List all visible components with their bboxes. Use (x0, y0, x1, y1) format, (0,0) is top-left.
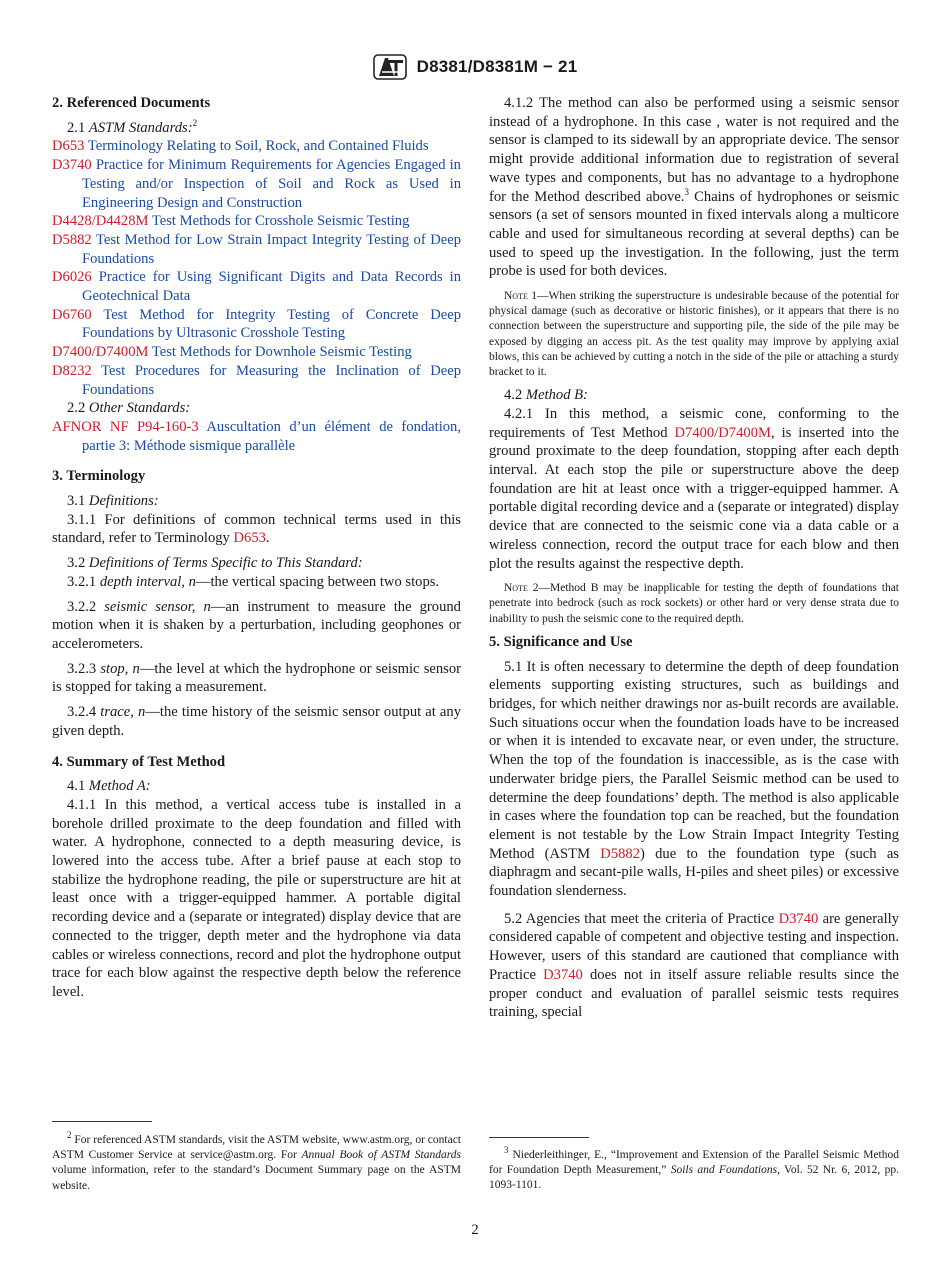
section-3-heading: 3. Terminology (52, 468, 146, 485)
para-4-1-2: 4.1.2 The method can also be performed using a seismic sensor instead of a hydrophone. In this case , water is not required and the sensor is clamped to its sidewall by an appropriate device. The sensor might provide additional information due to registration of several wave types and components, but has no advantage to a hydrophone for the Method described above.$^3$ Chains of hydrophones or seismic sensors (a set of sensors mounted in fixed intervals along a multicore cable and used for simultaneous recording at several depths) can be used to speed up the investigation. In the following, just the term probe is used for both devices. (489, 95, 899, 280)
ref-d5882[interactable]: D5882 Test Method for Low Strain Impact Integrity Testing of Deep Foundations (52, 231, 461, 267)
ref-d3740[interactable]: D3740 Practice for Minimum Requirements for Agencies Engaged in Testing and/or Inspection of Soil and Rock as Used in Engineering Design and Construction (52, 157, 461, 211)
link-d653[interactable]: D653 (233, 530, 266, 547)
link-d7400[interactable]: D7400/D7400M (674, 424, 771, 441)
ref-d8232[interactable]: D8232 Test Procedures for Measuring the Inclination of Deep Foundations (52, 362, 461, 398)
ref-d6760[interactable]: D6760 Test Method for Integrity Testing of Concrete Deep Foundations by Ultrasonic Crosshole Testing (52, 306, 461, 342)
para-5-2: 5.2 Agencies that meet the criteria of Practice D3740 are generally considered capable of competent and objective testing and inspection. However, users of this standard are cautioned that compliance with Practice D3740 does not in itself assure reliable results since the proper conduct and evaluation of parallel seismic tests requires training, special (489, 910, 899, 1021)
para-3-2-3: 3.2.3 stop, n—the level at which the hydrophone or seismic sensor is stopped for taking a measurement. (52, 660, 461, 696)
link-d3740-b[interactable]: D3740 (543, 966, 583, 983)
ref-d653[interactable]: D653 Terminology Relating to Soil, Rock, and Contained Fluids (52, 138, 429, 155)
para-3-2: 3.2 Definitions of Terms Specific to This Standard: (67, 555, 363, 572)
para-3-2-4: 3.2.4 trace, n—the time history of the seismic sensor output at any given depth. (52, 704, 461, 739)
ref-d7400[interactable]: D7400/D7400M Test Methods for Downhole Seismic Testing (52, 344, 412, 361)
para-3-1: 3.1 Definitions: (67, 493, 159, 510)
footnote-rule-right (489, 1137, 589, 1138)
note-1: Note 1—When striking the superstructure is undesirable because of the potential for physical damage (such as decorative or historic finishes), or it appears that there is no connection between the superstructure and supporting pile, the side of the pile may be exposed by digging an access pit. As the test quality may improve by applying axial blows, this can be achieved by cutting a notch in the side of the pile or attaching a sturdy bracket to it. (489, 290, 900, 379)
footnote-rule-left (52, 1121, 152, 1122)
ref-d6026[interactable]: D6026 Practice for Using Significant Digits and Data Records in Geotechnical Data (52, 269, 462, 305)
page-header (0, 52, 950, 82)
ref-afnor[interactable]: AFNOR NF P94-160-3 Auscultation d’un élément de fondation, partie 3: Méthode sismique parallèle (52, 418, 462, 454)
para-4-1-1: 4.1.1 In this method, a vertical access tube is installed in a borehole drilled proximate to the deep foundation and filled with water. A hydrophone, connected to a depth measuring device, is lowered into the access tube. After a brief pause at each stop to stabilize the hydrophone reading, the pile or superstructure are hit at least once with a trigger-equipped hammer. A portable digital recording device and a (separate or integrated) display device that are connected to the trigger, depth meter and the hydrophone via data cables or wireless connections, record and plot the hydrophone output trace for each blow against the respective depth below the reference level. (52, 796, 461, 1000)
left-column (52, 94, 461, 1002)
page-number: 2 (471, 1222, 479, 1238)
para-4-2: 4.2 Method B: (504, 387, 588, 404)
section-4-heading: 4. Summary of Test Method (52, 753, 226, 770)
section-2-heading: 2. Referenced Documents (52, 95, 211, 111)
footnote-3: $^3$ Niederleithinger, E., “Improvement and Extension of the Parallel Seismic Method for Foundation Depth Measurement,” Soils and Foundations, Vol. 52 Nr. 6, 2012, pp. 1093-1101. (489, 1145, 899, 1192)
link-d3740-a[interactable]: D3740 (778, 910, 819, 927)
para-2-2: 2.2 Other Standards: (67, 400, 191, 417)
para-3-1-1: 3.1.1 For definitions of common technical terms used in this standard, refer to Terminology D653. (52, 511, 461, 547)
astm-logo-icon (373, 52, 407, 82)
document-designation: D8381/D8381M − 21 (416, 57, 578, 76)
para-4-2-1: 4.2.1 In this method, a seismic cone, conforming to the requirements of Test Method D7400/D7400M, is inserted into the ground proximate to the deep foundation, stopping after each depth interval. At each stop the pile or superstructure above the deep foundation are hit at least once with a trigger-equipped hammer. A portable digital recording device and a (separate or integrated) display device that are connected to the seismic cone via a data cable or a wireless connection, record the output trace for each blow and then plot the results against the respective depth. (489, 405, 899, 572)
para-3-2-1: 3.2.1 depth interval, n—the vertical spacing between two stops. (67, 573, 440, 590)
ref-d4428[interactable]: D4428/D4428M Test Methods for Crosshole Seismic Testing (52, 213, 410, 230)
link-d5882[interactable]: D5882 (600, 845, 641, 862)
para-5-1: 5.1 It is often necessary to determine the depth of deep foundation elements supporting existing structures, such as buildings and bridges, for which neither drawings nor as-built records are available. Such situations occur when the foundation loads have to be increased or when it is intended to excavate near, or even under, the structure. When the top of the foundation is inaccessible, as is the case with underwater bridge piers, the Parallel Seismic method can be used to determine the deep foundations’ depth. The method is also applicable in cases where the foundation top can be reached, but the foundation element is not testable by the Low Strain Impact Integrity Testing Method (ASTM D5882) due to the foundation type (such as diaphragm and secant-pile walls, H-piles and sheet piles) or excessive foundation slenderness. (489, 658, 899, 900)
footnote-2: $^2$ For referenced ASTM standards, visit the ASTM website, www.astm.org, or contact ASTM Customer Service at service@astm.org. For Annual Book of ASTM Standards volume information, refer to the standard’s Document Summary page on the ASTM website. (52, 1130, 461, 1192)
para-2-1: 2.1 ASTM Standards:$^2$ (67, 117, 198, 136)
section-5-heading: 5. Significance and Use (489, 633, 633, 650)
para-3-2-2: 3.2.2 seismic sensor, n—an instrument to measure the ground motion when it is shaken by a perturbation, including geophones or accelerometers. (52, 598, 461, 652)
para-4-1: 4.1 Method A: (67, 778, 151, 795)
note-2: Note 2—Method B may be inapplicable for testing the depth of foundations that penetrate into bedrock (such as rock sockets) or other hard or very dense strata due to inability to push the seismic cone to the required depth. (489, 582, 900, 625)
right-column (489, 94, 899, 1022)
